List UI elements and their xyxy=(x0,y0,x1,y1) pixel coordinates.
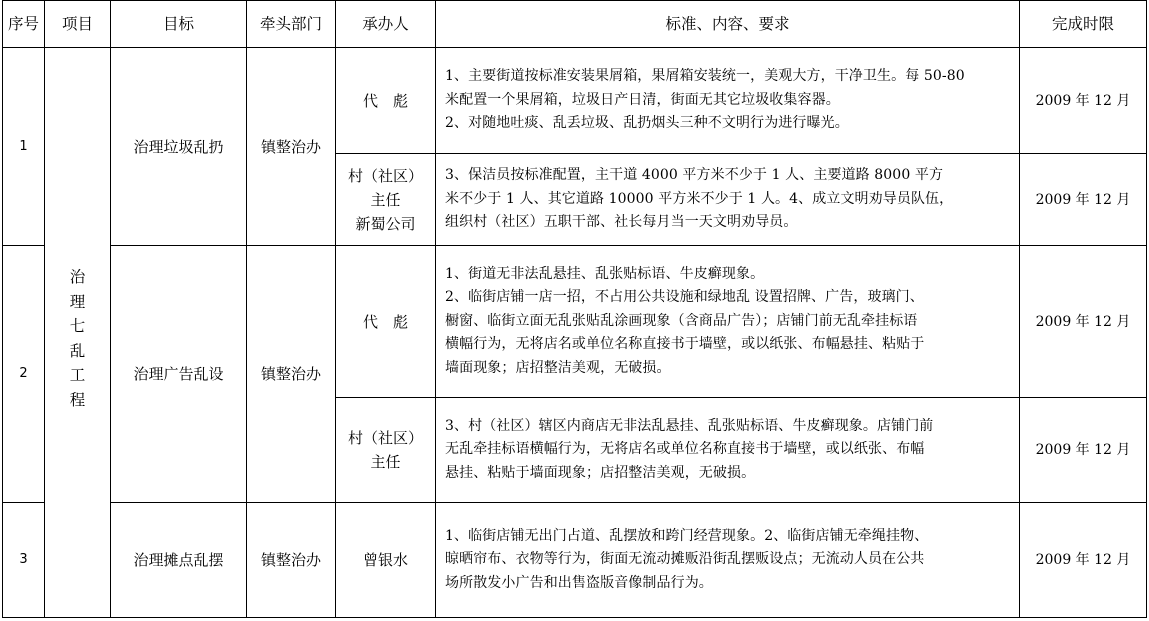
standard-cell xyxy=(436,246,1020,398)
table-row xyxy=(3,246,1147,398)
header-handler: 承办人 xyxy=(336,1,436,48)
handler-line: 主任 xyxy=(370,453,401,471)
handler-line: 主任 xyxy=(370,190,401,209)
handler-cell xyxy=(336,398,436,503)
handler-cell: 代 彪 xyxy=(336,246,436,398)
deadline-cell: 2009 年 12 月 xyxy=(1020,48,1147,154)
table-row xyxy=(3,503,1147,618)
deadline-cell: 2009 年 12 月 xyxy=(1020,246,1147,398)
goal-cell: 治理垃圾乱扔 xyxy=(111,48,247,246)
lead-dept-cell: 镇整治办 xyxy=(247,48,336,246)
standard-line: 1、主要街道按标准安装果屑箱，果屑箱安装统一，美观大方，干净卫生。每 50-80 xyxy=(445,68,965,85)
standard-line: 2、对随地吐痰、乱丢垃圾、乱扔烟头三种不文明行为进行曝光。 xyxy=(445,115,849,132)
deadline-cell: 2009 年 12 月 xyxy=(1020,398,1147,503)
standard-line: 晾晒帘布、衣物等行为，街面无流动摊贩沿街乱摆贩设点；无流动人员在公共 xyxy=(445,551,925,568)
project-char: 乱 xyxy=(69,341,86,360)
standard-line: 橱窗、临街立面无乱张贴乱涂画现象（含商品广告）；店铺门前无乱牵挂标语 xyxy=(445,312,918,329)
header-project: 项目 xyxy=(45,1,111,48)
goal-cell: 治理摊点乱摆 xyxy=(111,503,247,618)
standard-cell xyxy=(436,154,1020,246)
lead-dept-cell: 镇整治办 xyxy=(247,246,336,503)
standard-line: 悬挂、粘贴于墙面现象；店招整洁美观，无破损。 xyxy=(445,464,756,481)
standard-line: 组织村（社区）五职干部、社长每月当一天文明劝导员。 xyxy=(445,214,798,231)
governance-table xyxy=(2,0,1147,618)
standard-line: 3、保洁员按标准配置，主干道 4000 平方米不少于 1 人、主要道路 8000 平方 xyxy=(445,167,944,184)
deadline-cell: 2009 年 12 月 xyxy=(1020,503,1147,618)
standard-line: 2、临街店铺一店一招，不占用公共设施和绿地乱 设置招牌、广告，玻璃门、 xyxy=(445,289,924,306)
project-cell xyxy=(45,48,111,618)
standard-cell xyxy=(436,48,1020,154)
handler-cell: 代 彪 xyxy=(336,48,436,154)
standard-line: 场所散发小广告和出售盗版音像制品行为。 xyxy=(445,574,713,591)
deadline-cell: 2009 年 12 月 xyxy=(1020,154,1147,246)
handler-cell xyxy=(336,154,436,246)
header-row xyxy=(3,1,1147,48)
handler-line: 村（社区） xyxy=(347,429,423,447)
standard-line: 墙面现象；店招整洁美观，无破损。 xyxy=(445,359,671,376)
standard-line: 米配置一个果屑箱，垃圾日产日清，街面无其它垃圾收集容器。 xyxy=(445,91,840,108)
header-standard: 标准、内容、要求 xyxy=(436,1,1020,48)
handler-line: 新蜀公司 xyxy=(355,214,416,233)
seq-cell: 1 xyxy=(3,48,45,246)
header-seq: 序号 xyxy=(3,1,45,48)
standard-cell xyxy=(436,503,1020,618)
handler-cell: 曾银水 xyxy=(336,503,436,618)
header-lead-dept: 牵头部门 xyxy=(247,1,336,48)
header-deadline: 完成时限 xyxy=(1020,1,1147,48)
project-char: 理 xyxy=(69,292,86,311)
project-char: 七 xyxy=(69,317,86,335)
goal-cell: 治理广告乱设 xyxy=(111,246,247,503)
standard-line: 米不少于 1 人、其它道路 10000 平方米不少于 1 人。4、成立文明劝导员队伍， xyxy=(445,190,954,207)
handler-line: 村（社区） xyxy=(347,166,423,185)
project-char: 治 xyxy=(69,268,86,286)
standard-line: 3、村（社区）辖区内商店无非法乱悬挂、乱张贴标语、牛皮癣现象。店铺门前 xyxy=(445,417,934,434)
project-char: 工 xyxy=(69,366,86,384)
lead-dept-cell: 镇整治办 xyxy=(247,503,336,618)
seq-cell: 2 xyxy=(3,246,45,503)
standard-line: 无乱牵挂标语横幅行为，无将店名或单位名称直接书于墙壁，或以纸张、布幅 xyxy=(445,441,925,458)
table-row xyxy=(3,48,1147,154)
standard-cell xyxy=(436,398,1020,503)
seq-cell: 3 xyxy=(3,503,45,618)
standard-line: 1、临街店铺无出门占道、乱摆放和跨门经营现象。2、临街店铺无牵绳挂物、 xyxy=(445,527,929,544)
standard-line: 横幅行为，无将店名或单位名称直接书于墙壁，或以纸张、布幅悬挂、粘贴于 xyxy=(445,336,925,353)
project-char: 程 xyxy=(69,390,86,409)
header-goal: 目标 xyxy=(111,1,247,48)
standard-line: 1、街道无非法乱悬挂、乱张贴标语、牛皮癣现象。 xyxy=(445,265,765,282)
